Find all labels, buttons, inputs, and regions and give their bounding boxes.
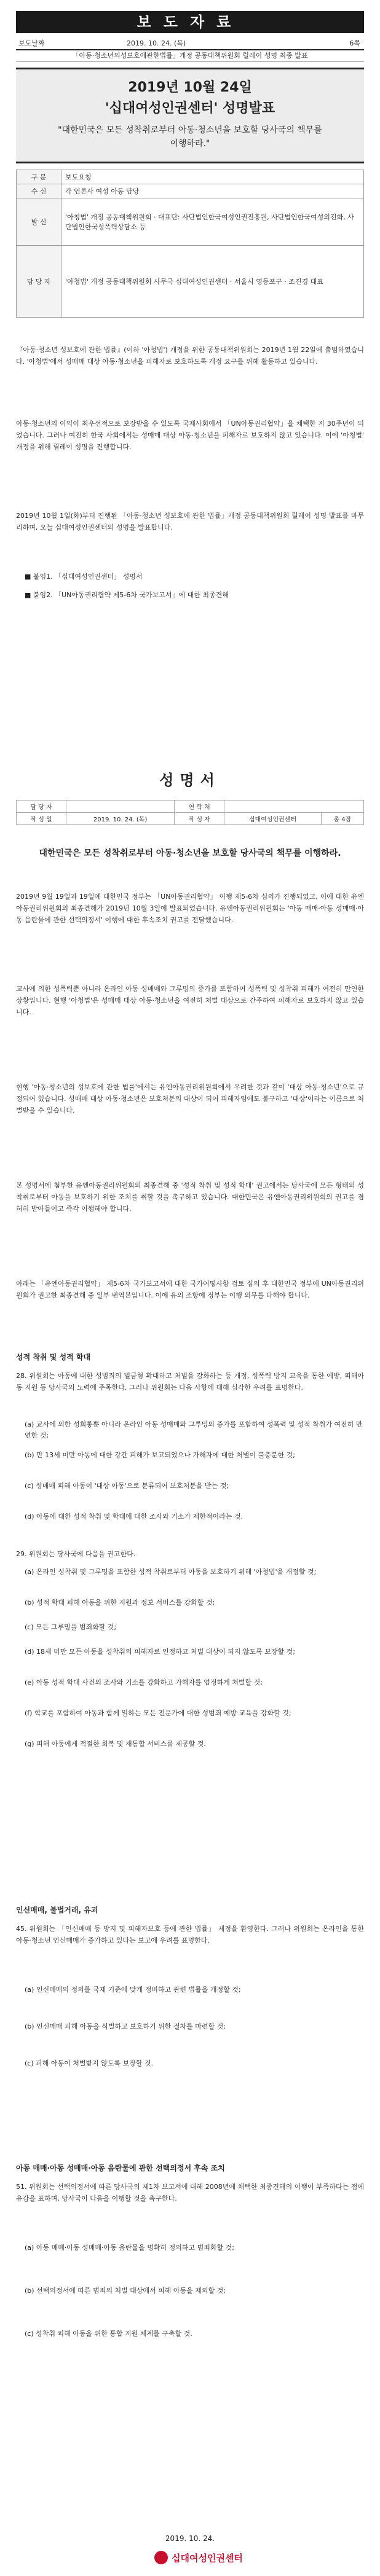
info-value: '아청법' 개정 공동대책위원회 사무국 십대여성인권센터 · 서울시 영등포구 · 조진경 대표 bbox=[61, 246, 364, 318]
statement-paragraph: 2019년 9월 19일과 19일에 대한민국 정부는 「UN아동권리협약」 이행 제5-6차 심의가 진행되었고, 이에 대한 유엔아동권리위원회의 최종견해가 2019년 10월 3일에 발표되었습니다. 유엔아동권리위원회는 '아동 매매·아동 성매매·아동 음란물에 관한 선택의정서' 이행에 대한 후속조치 권고를 전달했습니다. bbox=[16, 893, 364, 924]
title-box bbox=[16, 68, 364, 163]
organization-logo bbox=[154, 2550, 259, 2566]
list-item: (b) 성적 학대 피해 아동을 위한 지원과 정보 서비스를 강화할 것; bbox=[25, 1599, 215, 1607]
doc-cell bbox=[224, 801, 364, 813]
statement-paragraph: 28. 위원회는 아동에 대한 성범죄의 벌금형 확대하고 처벌을 강화하는 등 개정, 성폭력 방지 교육을 통한 예방, 피해아동 지원 등 당사국의 노력에 주목한다. 그러나 위원회는 다음 사항에 대해 심각한 우려를 표명한다. bbox=[16, 1372, 364, 1392]
list-item: (a) 교사에 의한 성희롱뿐 아니라 온라인 아동 성매매와 그루밍의 증가를 포함하여 성폭력 및 성적 착취가 여전히 만연한 것; bbox=[25, 1420, 363, 1439]
list-item: (b) 선택의정서에 따른 범죄의 처벌 대상에서 피해 아동을 제외할 것; bbox=[25, 2287, 226, 2295]
body-paragraph: 아동·청소년의 이익이 최우선적으로 보장받을 수 있도록 국제사회에서 「UN아동권리협약」을 채택한 지 30주년이 되었습니다. 그러나 여전히 한국 사회에서는 성매매 대상 아동·청소년을 피해자로 보호하지 않고 있습니다. 이에 '아청법' 개정을 위해 릴레이 성명을 진행합니다. bbox=[16, 420, 364, 451]
title-subtitle: "대한민국은 모든 성착취로부터 아동·청소년을 보호할 당사국의 책무를 이행하라." bbox=[58, 125, 322, 149]
attachment-item: ■ 붙임2. 「UN아동권리협약 제5-6차 국가보고서」에 대한 최종견해 bbox=[25, 591, 229, 599]
info-row bbox=[17, 246, 364, 318]
date-label: 보도날짜 bbox=[18, 39, 45, 47]
section-heading: 인신매매, 불법거래, 유괴 bbox=[16, 1906, 98, 1914]
doc-cell bbox=[66, 801, 175, 813]
list-item: (d) 18세 미만 모든 아동을 성착취의 피해자로 인정하고 처벌 대상이 되지 않도록 보장할 것; bbox=[25, 1648, 296, 1656]
info-row bbox=[17, 184, 364, 198]
organization-name: 십대여성인권센터 bbox=[172, 2553, 243, 2564]
doc-cell: 십대여성인권센터 bbox=[224, 813, 322, 825]
info-value: '아청법' 개정 공동대책위원회 · 대표단: 사단법인한국여성인권진흥원, 사단법인한국여성의전화, 사단법인한국성폭력상담소 등 bbox=[61, 198, 364, 246]
statement-headline: 대한민국은 모든 성착취로부터 아동·청소년을 보호할 당사국의 책무를 이행하라. bbox=[39, 848, 341, 858]
doc-cell: 총 4장 bbox=[321, 813, 363, 825]
statement-paragraph: 29. 위원회는 당사국에 다음을 권고한다. bbox=[16, 1550, 136, 1558]
doc-row bbox=[17, 813, 364, 825]
list-item: (c) 성착취 피해 아동을 위한 통합 지원 체계를 구축할 것. bbox=[25, 2330, 192, 2338]
info-row bbox=[17, 198, 364, 246]
doc-cell: 2019. 10. 24. (목) bbox=[66, 813, 175, 825]
body-paragraph: 『아동·청소년 성보호에 관한 법률』(이하 '아청법') 개정을 위한 공동대책위원회는 2019년 1월 22일에 출범하였습니다. '아청법'에서 성매매 대상 아동·청소년을 피해자로 보호하도록 개정 요구를 위해 활동하고 있습니다. bbox=[16, 346, 364, 366]
info-label: 구 분 bbox=[17, 170, 61, 184]
list-item: (b) 인신매매 피해 아동을 식별하고 보호하기 위한 절차를 마련할 것; bbox=[25, 2022, 226, 2030]
section-heading: 성적 착취 및 성적 학대 bbox=[16, 1353, 91, 1361]
title-main: '십대여성인권센터' 성명발표 bbox=[105, 101, 275, 116]
list-item: (f) 학교를 포함하여 아동과 함께 일하는 모든 전문가에 대한 성범죄 예방 교육을 강화할 것; bbox=[25, 1709, 291, 1717]
doc-cell: 작 성 일 bbox=[17, 813, 66, 825]
list-item: (c) 피해 아동이 처벌받지 않도록 보장할 것. bbox=[25, 2059, 154, 2067]
release-meta-row bbox=[16, 36, 364, 50]
press-release-header: 보도자료 bbox=[16, 11, 364, 33]
statement-paragraph: 현행 '아동·청소년의 성보호에 관한 법률'에서는 유엔아동권리위원회에서 우려한 것과 같이 '대상 아동·청소년'으로 규정되어 있습니다. 성매매 대상 아동·청소년은 보호처분의 대상이 되어 피해자임에도 불구하고 '대상'이라는 이름으로 처벌받을 수 있습니다. bbox=[16, 1083, 364, 1114]
info-value: 각 언론사 여성 아동 담당 bbox=[61, 184, 364, 198]
list-item: (a) 아동 매매·아동 성매매·아동 음란물을 명확히 정의하고 범죄화할 것; bbox=[25, 2244, 234, 2252]
statement-doc-table bbox=[16, 800, 364, 825]
info-row bbox=[17, 170, 364, 184]
release-date: 2019. 10. 24. (목) bbox=[127, 39, 186, 47]
statement-paragraph: 교사에 의한 성폭력뿐 아니라 온라인 아동 성매매와 그루밍의 증가를 포함하여 성폭력 및 성착취 피해가 여전히 만연한 상황입니다. 현행 '아청법'은 성매매 대상 아동·청소년을 여전히 처벌 대상으로 간주하여 피해자로 보호하지 않고 있습니다. bbox=[16, 985, 364, 1016]
doc-cell: 연 락 처 bbox=[175, 801, 224, 813]
attachment-item: ■ 붙임1. 「십대여성인권센터」 성명서 bbox=[25, 573, 143, 581]
doc-cell: 작 성 자 bbox=[175, 813, 224, 825]
statement-paragraph: 본 성명서에 첨부한 유엔아동권리위원회의 최종견해 중 '성적 착취 및 성적 학대' 권고에서는 당사국에 모든 형태의 성착취로부터 아동을 보호하기 위한 조치를 취할 것을 촉구하고 있습니다. 대한민국은 유엔아동권리위원회의 권고를 겸허히 받아들이고 즉각 이행해야 합니다. bbox=[16, 1181, 364, 1213]
title-date: 2019년 10월 24일 bbox=[128, 80, 252, 95]
statement-paragraph: 45. 위원회는 「인신매매 등 방지 및 피해자보호 등에 관한 법률」 제정을 환영한다. 그러나 위원회는 온라인을 통한 아동·청소년 인신매매가 증가하고 있다는 보고에 우려를 표명한다. bbox=[16, 1925, 364, 1944]
list-item: (b) 만 13세 미만 아동에 대한 강간 피해가 보고되었으나 가해자에 대한 처벌이 불충분한 것; bbox=[25, 1451, 296, 1459]
list-item: (a) 인신매매의 정의를 국제 기준에 맞게 정비하고 관련 법률을 개정할 것; bbox=[25, 1986, 241, 1994]
info-label: 발 신 bbox=[17, 198, 61, 246]
list-item: (a) 온라인 성착취 및 그루밍을 포함한 성적 착취로부터 아동을 보호하기 위해 '아청법'을 개정할 것; bbox=[25, 1568, 317, 1576]
section-heading: 아동 매매·아동 성매매·아동 음란물에 관한 선택의정서 후속 조치 bbox=[16, 2164, 225, 2172]
footer-date: 2019. 10. 24. bbox=[165, 2534, 215, 2543]
list-item: (g) 피해 아동에게 적절한 회복 및 재통합 서비스를 제공할 것. bbox=[25, 1740, 206, 1748]
list-item: (d) 아동에 대한 성적 착취 및 학대에 대한 조사와 기소가 제한적이라는 것. bbox=[25, 1513, 243, 1521]
list-item: (c) 성매매 피해 아동이 '대상 아동'으로 분류되어 보호처분을 받는 것; bbox=[25, 1482, 229, 1490]
logo-mark-icon bbox=[154, 2551, 168, 2564]
list-item: (c) 모든 그루밍을 범죄화할 것; bbox=[25, 1623, 117, 1631]
info-value: 보도요청 bbox=[61, 170, 364, 184]
body-paragraph: 2019년 10월 1일(화)부터 진행된 「아동·청소년 성보호에 관한 법률」개정 공동대책위원회 릴레이 성명 발표를 마무리하며, 오늘 십대여성인권센터의 성명을 발표합니다. bbox=[16, 512, 364, 531]
info-table bbox=[16, 170, 364, 318]
list-item: (e) 아동 성적 학대 사건의 조사와 기소를 강화하고 가해자를 엄정하게 처벌할 것; bbox=[25, 1678, 263, 1686]
subject-line: 「아동·청소년의성보호에관한법률」개정 공동대책위원회 릴레이 성명 최종 발표 bbox=[16, 50, 364, 62]
doc-cell: 담 당 자 bbox=[17, 801, 66, 813]
statement-title: 성명서 bbox=[159, 772, 221, 789]
info-label: 수 신 bbox=[17, 184, 61, 198]
page-count: 6쪽 bbox=[349, 39, 360, 47]
doc-row bbox=[17, 801, 364, 813]
statement-paragraph: 51. 위원회는 선택의정서에 따른 당사국의 제1차 보고서에 대해 2008년에 채택한 최종견해의 이행이 부족하다는 점에 유감을 표하며, 당사국이 다음을 이행할 것을 촉구한다. bbox=[16, 2183, 364, 2202]
info-label: 담 당 자 bbox=[17, 246, 61, 318]
statement-paragraph: 아래는 「유엔아동권리협약」 제5-6차 국가보고서에 대한 국가어떻사항 검토 심의 후 대한민국 정부에 UN아동권리위원회가 권고한 최종견해 중 일부 번역본입니다. 이에 유의 조항에 정부는 이행 의무를 다해야 합니다. bbox=[16, 1280, 364, 1299]
